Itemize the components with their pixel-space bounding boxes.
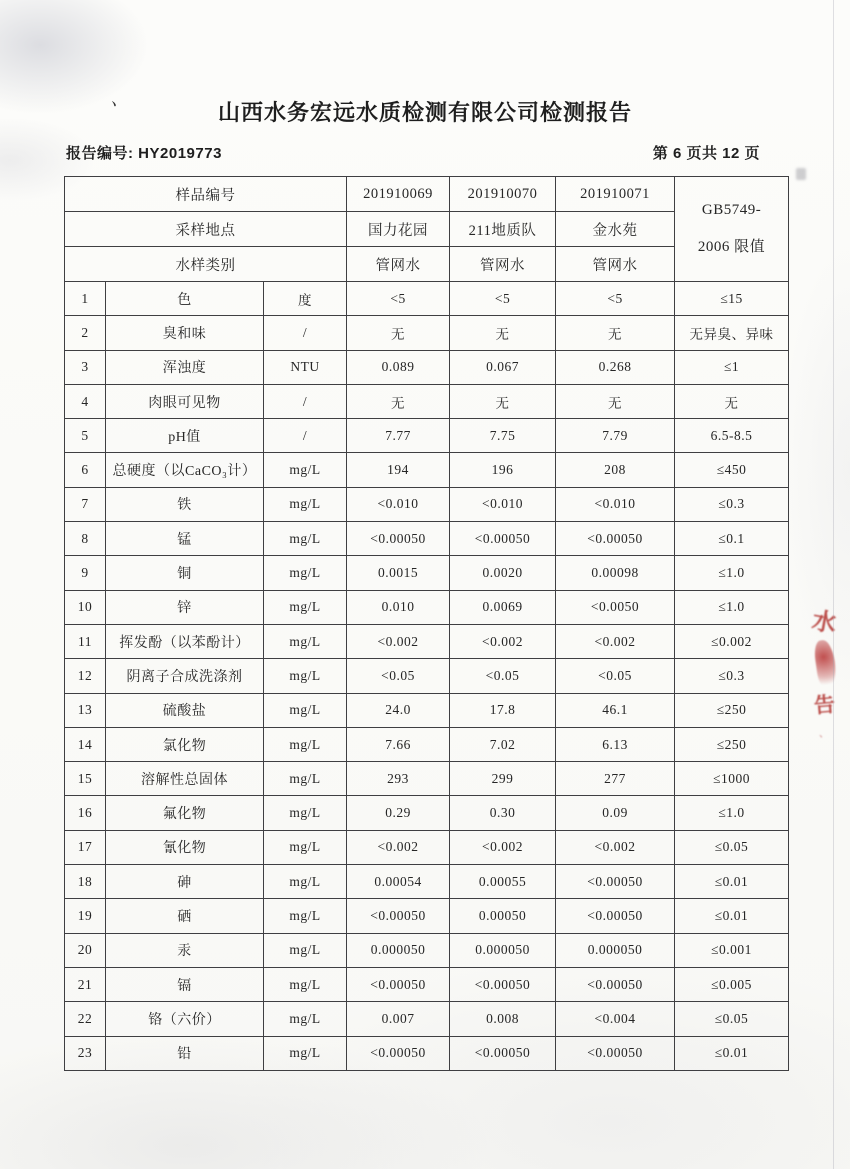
table-row (65, 282, 789, 316)
table-row (65, 659, 789, 693)
stamp-character: 告 (812, 692, 836, 719)
unit: / (264, 384, 347, 418)
limit-value: 无异臭、异味 (675, 316, 789, 350)
limit-value: ≤0.05 (675, 1002, 789, 1036)
table-row (65, 590, 789, 624)
scan-fold-line (833, 0, 834, 1169)
results-table (64, 176, 789, 1071)
parameter-name: 铜 (106, 556, 264, 590)
sample3-value: <0.00050 (556, 899, 675, 933)
sample1-value: 0.010 (347, 590, 450, 624)
parameter-name: 汞 (106, 933, 264, 967)
sample2-value: 0.30 (450, 796, 556, 830)
limit-value: ≤15 (675, 282, 789, 316)
unit: 度 (264, 282, 347, 316)
unit: mg/L (264, 693, 347, 727)
table-row (65, 865, 789, 899)
report-meta-row (66, 142, 760, 163)
stamp-character: 水 (809, 608, 839, 638)
sample2-value: <0.002 (450, 624, 556, 658)
sample3-location: 金水苑 (556, 212, 675, 247)
sample2-value: 无 (450, 316, 556, 350)
table-row (65, 762, 789, 796)
sample1-value: 293 (347, 762, 450, 796)
sample3-value: 无 (556, 316, 675, 350)
limit-value: 无 (675, 384, 789, 418)
sample1-value: <5 (347, 282, 450, 316)
parameter-name: 锌 (106, 590, 264, 624)
row-number: 18 (65, 865, 106, 899)
parameter-name: 硒 (106, 899, 264, 933)
red-seal-stamp-partial (806, 610, 842, 768)
row-number: 17 (65, 830, 106, 864)
sample1-value: <0.010 (347, 487, 450, 521)
sample2-value: <0.010 (450, 487, 556, 521)
sample1-value: 0.089 (347, 350, 450, 384)
sample3-value: 277 (556, 762, 675, 796)
sample3-id: 201910071 (556, 177, 675, 212)
limit-value: ≤0.001 (675, 933, 789, 967)
sample2-value: 196 (450, 453, 556, 487)
report-number (66, 142, 222, 163)
sample1-value: <0.00050 (347, 522, 450, 556)
report-number-label: 报告编号: (66, 145, 134, 162)
sample2-value: 0.00050 (450, 899, 556, 933)
unit: mg/L (264, 796, 347, 830)
limit-value: ≤0.005 (675, 967, 789, 1001)
table-row (65, 933, 789, 967)
unit: mg/L (264, 967, 347, 1001)
unit: mg/L (264, 659, 347, 693)
limit-value: ≤1000 (675, 762, 789, 796)
results-header (65, 177, 789, 282)
sample3-value: 0.00098 (556, 556, 675, 590)
sample2-value: <0.05 (450, 659, 556, 693)
table-row (65, 419, 789, 453)
unit: / (264, 316, 347, 350)
limit-value: ≤0.01 (675, 1036, 789, 1070)
sample1-value: 无 (347, 384, 450, 418)
sample2-value: 无 (450, 384, 556, 418)
limit-standard-line1: GB5749- (701, 202, 762, 218)
stamp-ink-tick: 、 (819, 729, 829, 741)
unit: mg/L (264, 624, 347, 658)
sample3-value: <0.00050 (556, 967, 675, 1001)
row-number: 16 (65, 796, 106, 830)
row-number: 1 (65, 282, 106, 316)
sample3-value: 0.268 (556, 350, 675, 384)
row-number: 22 (65, 1002, 106, 1036)
results-body (65, 282, 789, 1071)
table-row (65, 727, 789, 761)
table-row (65, 796, 789, 830)
parameter-name: pH值 (106, 419, 264, 453)
parameter-name: 色 (106, 282, 264, 316)
sample3-value: 6.13 (556, 727, 675, 761)
table-row (65, 522, 789, 556)
sample3-value: 46.1 (556, 693, 675, 727)
sample2-location: 211地质队 (450, 212, 556, 247)
sample3-value: <0.05 (556, 659, 675, 693)
table-row (65, 1002, 789, 1036)
table-row (65, 693, 789, 727)
sample1-value: <0.00050 (347, 1036, 450, 1070)
parameter-name: 硫酸盐 (106, 693, 264, 727)
sample2-value: 0.0020 (450, 556, 556, 590)
unit: mg/L (264, 522, 347, 556)
parameter-name: 锰 (106, 522, 264, 556)
limit-value: ≤0.01 (675, 899, 789, 933)
limit-value: ≤1.0 (675, 590, 789, 624)
parameter-name: 氯化物 (106, 727, 264, 761)
parameter-name: 氟化物 (106, 796, 264, 830)
sample1-value: <0.00050 (347, 967, 450, 1001)
row-number: 6 (65, 453, 106, 487)
sample1-type: 管网水 (347, 247, 450, 282)
row-number: 9 (65, 556, 106, 590)
row-number: 3 (65, 350, 106, 384)
limit-value: ≤0.1 (675, 522, 789, 556)
limit-value: 6.5-8.5 (675, 419, 789, 453)
parameter-name: 臭和味 (106, 316, 264, 350)
sample2-value: 0.0069 (450, 590, 556, 624)
sample3-value: 0.000050 (556, 933, 675, 967)
sample3-value: 7.79 (556, 419, 675, 453)
sample2-id: 201910070 (450, 177, 556, 212)
table-row (65, 384, 789, 418)
sample3-value: 208 (556, 453, 675, 487)
sample2-value: <0.00050 (450, 522, 556, 556)
sample2-value: 0.067 (450, 350, 556, 384)
table-row (65, 487, 789, 521)
row-number: 2 (65, 316, 106, 350)
unit: mg/L (264, 933, 347, 967)
location-label: 采样地点 (65, 212, 347, 247)
limit-value: ≤1 (675, 350, 789, 384)
header-row-sample-id (65, 177, 789, 212)
sample2-value: <0.00050 (450, 1036, 556, 1070)
sample2-value: 0.000050 (450, 933, 556, 967)
sample-id-label: 样品编号 (65, 177, 347, 212)
parameter-name: 溶解性总固体 (106, 762, 264, 796)
limit-value: ≤0.3 (675, 659, 789, 693)
table-row (65, 624, 789, 658)
sample1-location: 国力花园 (347, 212, 450, 247)
limit-standard-line2: 2006 限值 (697, 239, 766, 255)
row-number: 8 (65, 522, 106, 556)
parameter-name: 铅 (106, 1036, 264, 1070)
parameter-name: 挥发酚（以苯酚计） (106, 624, 264, 658)
sample3-value: <0.010 (556, 487, 675, 521)
row-number: 20 (65, 933, 106, 967)
unit: mg/L (264, 865, 347, 899)
table-row (65, 316, 789, 350)
water-type-label: 水样类别 (65, 247, 347, 282)
sample3-value: <0.00050 (556, 865, 675, 899)
stray-pen-mark: 、 (109, 88, 132, 112)
row-number: 7 (65, 487, 106, 521)
unit: mg/L (264, 453, 347, 487)
sample1-value: 0.29 (347, 796, 450, 830)
unit: mg/L (264, 830, 347, 864)
row-number: 19 (65, 899, 106, 933)
sample1-value: 无 (347, 316, 450, 350)
sample1-value: 7.66 (347, 727, 450, 761)
parameter-name: 肉眼可见物 (106, 384, 264, 418)
unit: NTU (264, 350, 347, 384)
unit: mg/L (264, 556, 347, 590)
sample1-value: 0.000050 (347, 933, 450, 967)
parameter-name: 铬（六价） (106, 1002, 264, 1036)
sample2-value: 299 (450, 762, 556, 796)
report-number-value: HY2019773 (138, 145, 222, 162)
sample2-value: <5 (450, 282, 556, 316)
sample1-value: <0.05 (347, 659, 450, 693)
limit-value: ≤0.05 (675, 830, 789, 864)
sample2-value: 0.008 (450, 1002, 556, 1036)
sample2-value: 7.02 (450, 727, 556, 761)
parameter-name: 浑浊度 (106, 350, 264, 384)
limit-value: ≤0.002 (675, 624, 789, 658)
unit: mg/L (264, 1036, 347, 1070)
row-number: 4 (65, 384, 106, 418)
sample3-value: <0.002 (556, 624, 675, 658)
table-row (65, 1036, 789, 1070)
sample2-value: <0.002 (450, 830, 556, 864)
row-number: 13 (65, 693, 106, 727)
unit: mg/L (264, 899, 347, 933)
sample3-value: <0.004 (556, 1002, 675, 1036)
sample1-value: 24.0 (347, 693, 450, 727)
sample1-id: 201910069 (347, 177, 450, 212)
row-number: 10 (65, 590, 106, 624)
sample3-value: 无 (556, 384, 675, 418)
sample1-value: 7.77 (347, 419, 450, 453)
row-number: 12 (65, 659, 106, 693)
parameter-name: 镉 (106, 967, 264, 1001)
sample2-value: <0.00050 (450, 967, 556, 1001)
unit: / (264, 419, 347, 453)
row-number: 23 (65, 1036, 106, 1070)
row-number: 14 (65, 727, 106, 761)
unit: mg/L (264, 762, 347, 796)
limit-standard-header (675, 177, 789, 282)
sample3-value: <0.0050 (556, 590, 675, 624)
unit: mg/L (264, 727, 347, 761)
sample1-value: 194 (347, 453, 450, 487)
sample3-value: <5 (556, 282, 675, 316)
limit-value: ≤1.0 (675, 796, 789, 830)
report-title: 山西水务宏远水质检测有限公司检测报告 (217, 100, 632, 125)
sample3-type: 管网水 (556, 247, 675, 282)
table-row (65, 899, 789, 933)
table-row (65, 453, 789, 487)
row-number: 21 (65, 967, 106, 1001)
parameter-name: 阴离子合成洗涤剂 (106, 659, 264, 693)
sample2-value: 7.75 (450, 419, 556, 453)
parameter-name: 铁 (106, 487, 264, 521)
limit-value: ≤450 (675, 453, 789, 487)
sample3-value: <0.00050 (556, 522, 675, 556)
sample2-value: 17.8 (450, 693, 556, 727)
table-row (65, 350, 789, 384)
row-number: 15 (65, 762, 106, 796)
table-row (65, 967, 789, 1001)
unit: mg/L (264, 487, 347, 521)
sample2-value: 0.00055 (450, 865, 556, 899)
parameter-name: 总硬度（以CaCO₃计） (106, 453, 264, 487)
sample1-value: <0.002 (347, 624, 450, 658)
page-indicator: 第 6 页共 12 页 (652, 145, 760, 162)
sample2-type: 管网水 (450, 247, 556, 282)
limit-value: ≤1.0 (675, 556, 789, 590)
sample3-value: 0.09 (556, 796, 675, 830)
limit-value: ≤0.01 (675, 865, 789, 899)
sample3-value: <0.00050 (556, 1036, 675, 1070)
limit-value: ≤250 (675, 727, 789, 761)
sample1-value: 0.007 (347, 1002, 450, 1036)
table-row (65, 830, 789, 864)
limit-value: ≤250 (675, 693, 789, 727)
unit: mg/L (264, 590, 347, 624)
parameter-name: 砷 (106, 865, 264, 899)
row-number: 11 (65, 624, 106, 658)
scan-smudge (796, 168, 806, 180)
unit: mg/L (264, 1002, 347, 1036)
sample1-value: <0.002 (347, 830, 450, 864)
sample1-value: <0.00050 (347, 899, 450, 933)
row-number: 5 (65, 419, 106, 453)
sample1-value: 0.0015 (347, 556, 450, 590)
table-row (65, 556, 789, 590)
parameter-name: 氰化物 (106, 830, 264, 864)
sample3-value: <0.002 (556, 830, 675, 864)
sample1-value: 0.00054 (347, 865, 450, 899)
limit-value: ≤0.3 (675, 487, 789, 521)
